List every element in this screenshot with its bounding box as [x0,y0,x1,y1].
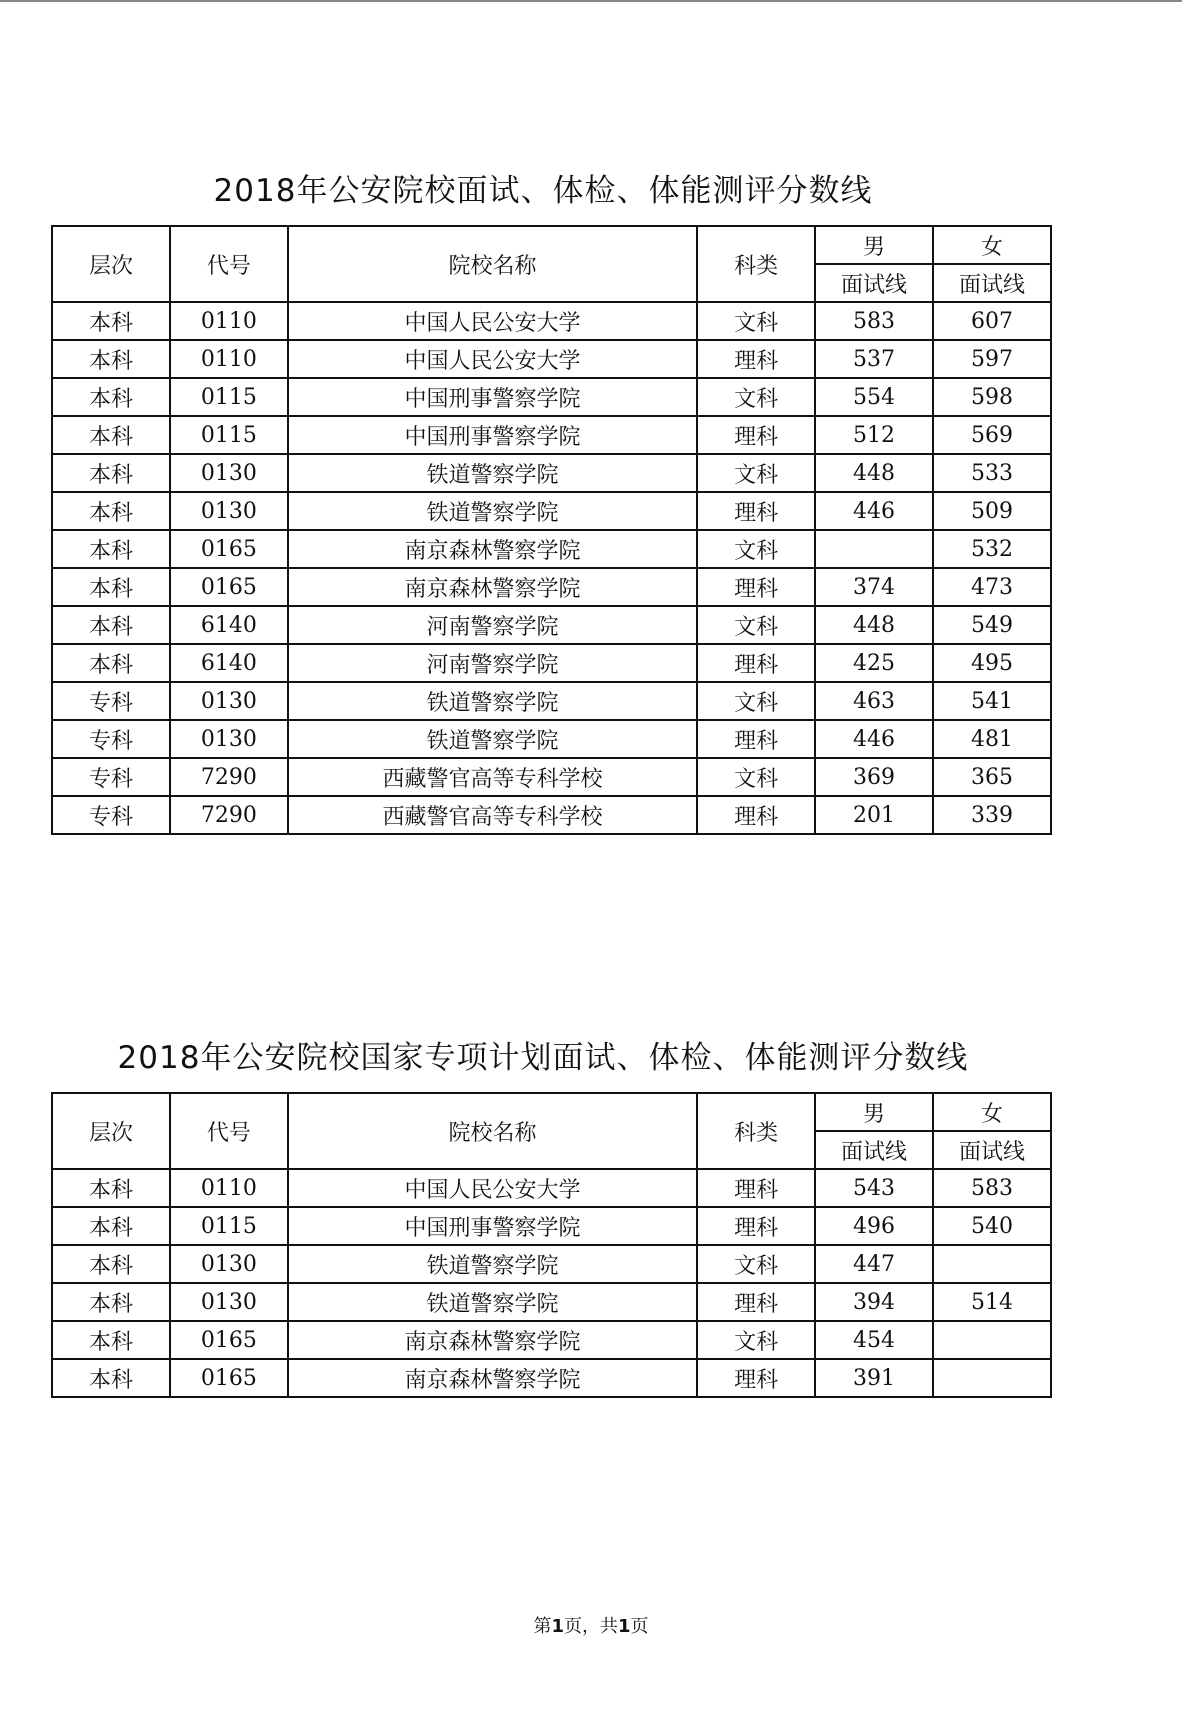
cell-male-score: 448 [815,606,933,644]
cell-level: 本科 [52,492,170,530]
table2-score-table [51,1092,1052,1398]
cell-school-name: 铁道警察学院 [288,454,697,492]
table-row [52,644,1051,682]
table1-score-table [51,225,1052,835]
cell-female-score: 597 [933,340,1051,378]
table-row [52,606,1051,644]
header-code: 代号 [170,226,288,302]
cell-level: 本科 [52,302,170,340]
header-code: 代号 [170,1093,288,1169]
cell-male-score: 391 [815,1359,933,1397]
cell-subject-type: 理科 [697,340,815,378]
table2-body [52,1169,1051,1397]
cell-level: 本科 [52,1321,170,1359]
cell-school-name: 河南警察学院 [288,644,697,682]
cell-code: 0130 [170,1283,288,1321]
table-row [52,568,1051,606]
table-row [52,1359,1051,1397]
cell-subject-type: 理科 [697,568,815,606]
cell-school-name: 中国人民公安大学 [288,1169,697,1207]
table-row [52,416,1051,454]
table-row [52,720,1051,758]
cell-school-name: 铁道警察学院 [288,1245,697,1283]
cell-code: 0110 [170,1169,288,1207]
cell-subject-type: 理科 [697,416,815,454]
cell-subject-type: 文科 [697,1245,815,1283]
cell-code: 0110 [170,340,288,378]
cell-subject-type: 文科 [697,758,815,796]
cell-level: 本科 [52,644,170,682]
cell-code: 0115 [170,378,288,416]
cell-school-name: 中国刑事警察学院 [288,378,697,416]
cell-code: 0165 [170,530,288,568]
cell-code: 0165 [170,1359,288,1397]
cell-level: 专科 [52,682,170,720]
cell-male-score: 369 [815,758,933,796]
cell-level: 本科 [52,454,170,492]
cell-school-name: 南京森林警察学院 [288,1359,697,1397]
header-male-interview-line: 面试线 [815,264,933,302]
cell-female-score: 514 [933,1283,1051,1321]
cell-female-score [933,1245,1051,1283]
cell-level: 本科 [52,1169,170,1207]
cell-code: 6140 [170,606,288,644]
cell-subject-type: 理科 [697,492,815,530]
cell-subject-type: 理科 [697,1169,815,1207]
cell-female-score: 532 [933,530,1051,568]
cell-subject-type: 文科 [697,606,815,644]
cell-subject-type: 理科 [697,1359,815,1397]
header-male-interview-line: 面试线 [815,1131,933,1169]
cell-female-score: 481 [933,720,1051,758]
cell-female-score: 569 [933,416,1051,454]
header-female-interview-line: 面试线 [933,1131,1051,1169]
table-row [52,340,1051,378]
cell-level: 专科 [52,720,170,758]
cell-female-score: 339 [933,796,1051,834]
cell-subject-type: 文科 [697,378,815,416]
cell-male-score: 394 [815,1283,933,1321]
header-female-interview-line: 面试线 [933,264,1051,302]
cell-female-score: 509 [933,492,1051,530]
cell-level: 本科 [52,340,170,378]
header-subject-type: 科类 [697,1093,815,1169]
cell-subject-type: 理科 [697,1283,815,1321]
header-school-name: 院校名称 [288,226,697,302]
table-row [52,302,1051,340]
footer-total-pages: 1 [618,1616,631,1637]
cell-subject-type: 文科 [697,454,815,492]
cell-school-name: 铁道警察学院 [288,682,697,720]
cell-female-score: 549 [933,606,1051,644]
cell-female-score: 365 [933,758,1051,796]
cell-female-score: 583 [933,1169,1051,1207]
cell-female-score: 607 [933,302,1051,340]
table2-header-row [52,1093,1051,1131]
cell-level: 本科 [52,1283,170,1321]
header-female: 女 [933,1093,1051,1131]
page-top-border [0,0,1182,2]
table-row [52,492,1051,530]
footer-middle: 页，共 [564,1616,618,1637]
table1-body [52,302,1051,834]
cell-male-score: 512 [815,416,933,454]
cell-male-score: 446 [815,720,933,758]
cell-subject-type: 理科 [697,1207,815,1245]
table-row [52,454,1051,492]
cell-subject-type: 文科 [697,682,815,720]
cell-level: 本科 [52,1359,170,1397]
cell-male-score [815,530,933,568]
cell-level: 专科 [52,758,170,796]
cell-subject-type: 文科 [697,530,815,568]
cell-level: 本科 [52,416,170,454]
cell-code: 0165 [170,1321,288,1359]
cell-school-name: 铁道警察学院 [288,720,697,758]
cell-code: 0115 [170,1207,288,1245]
cell-code: 0130 [170,492,288,530]
cell-male-score: 583 [815,302,933,340]
cell-subject-type: 理科 [697,644,815,682]
cell-code: 0130 [170,720,288,758]
cell-female-score: 495 [933,644,1051,682]
cell-female-score [933,1359,1051,1397]
cell-code: 0110 [170,302,288,340]
cell-school-name: 中国人民公安大学 [288,340,697,378]
cell-subject-type: 文科 [697,1321,815,1359]
cell-code: 0130 [170,682,288,720]
cell-level: 专科 [52,796,170,834]
cell-school-name: 中国人民公安大学 [288,302,697,340]
cell-school-name: 铁道警察学院 [288,492,697,530]
header-level: 层次 [52,226,170,302]
table-row [52,1169,1051,1207]
cell-school-name: 河南警察学院 [288,606,697,644]
table-row [52,1283,1051,1321]
footer-page-number: 1 [551,1616,564,1637]
cell-school-name: 南京森林警察学院 [288,568,697,606]
table-row [52,378,1051,416]
cell-male-score: 543 [815,1169,933,1207]
cell-school-name: 西藏警官高等专科学校 [288,758,697,796]
cell-level: 本科 [52,1245,170,1283]
cell-male-score: 201 [815,796,933,834]
cell-code: 0130 [170,1245,288,1283]
cell-male-score: 554 [815,378,933,416]
cell-code: 0165 [170,568,288,606]
header-level: 层次 [52,1093,170,1169]
cell-level: 本科 [52,1207,170,1245]
table-row [52,1207,1051,1245]
footer-prefix: 第 [533,1616,552,1637]
cell-male-score: 448 [815,454,933,492]
table-row [52,530,1051,568]
table1-header-row [52,226,1051,264]
cell-male-score: 374 [815,568,933,606]
footer-suffix: 页 [630,1616,649,1637]
header-male: 男 [815,1093,933,1131]
cell-subject-type: 理科 [697,720,815,758]
cell-school-name: 中国刑事警察学院 [288,416,697,454]
cell-level: 本科 [52,606,170,644]
cell-male-score: 537 [815,340,933,378]
cell-level: 本科 [52,378,170,416]
cell-female-score: 541 [933,682,1051,720]
cell-female-score: 473 [933,568,1051,606]
cell-level: 本科 [52,568,170,606]
cell-code: 6140 [170,644,288,682]
header-male: 男 [815,226,933,264]
cell-female-score: 540 [933,1207,1051,1245]
cell-male-score: 496 [815,1207,933,1245]
cell-code: 0115 [170,416,288,454]
cell-male-score: 463 [815,682,933,720]
cell-male-score: 447 [815,1245,933,1283]
header-female: 女 [933,226,1051,264]
cell-level: 本科 [52,530,170,568]
cell-school-name: 南京森林警察学院 [288,530,697,568]
cell-school-name: 铁道警察学院 [288,1283,697,1321]
cell-code: 7290 [170,796,288,834]
cell-school-name: 中国刑事警察学院 [288,1207,697,1245]
cell-female-score: 598 [933,378,1051,416]
table-row [52,1245,1051,1283]
cell-male-score: 425 [815,644,933,682]
cell-female-score [933,1321,1051,1359]
cell-female-score: 533 [933,454,1051,492]
cell-code: 7290 [170,758,288,796]
table2-title: 2018年公安院校国家专项计划面试、体检、体能测评分数线 [117,1040,969,1076]
cell-school-name: 南京森林警察学院 [288,1321,697,1359]
header-school-name: 院校名称 [288,1093,697,1169]
table-row [52,758,1051,796]
table1-title: 2018年公安院校面试、体检、体能测评分数线 [213,173,873,209]
cell-subject-type: 理科 [697,796,815,834]
table-row [52,682,1051,720]
table-row [52,796,1051,834]
table-row [52,1321,1051,1359]
cell-code: 0130 [170,454,288,492]
page-footer [0,1612,1182,1638]
cell-male-score: 446 [815,492,933,530]
cell-subject-type: 文科 [697,302,815,340]
header-subject-type: 科类 [697,226,815,302]
cell-male-score: 454 [815,1321,933,1359]
cell-school-name: 西藏警官高等专科学校 [288,796,697,834]
